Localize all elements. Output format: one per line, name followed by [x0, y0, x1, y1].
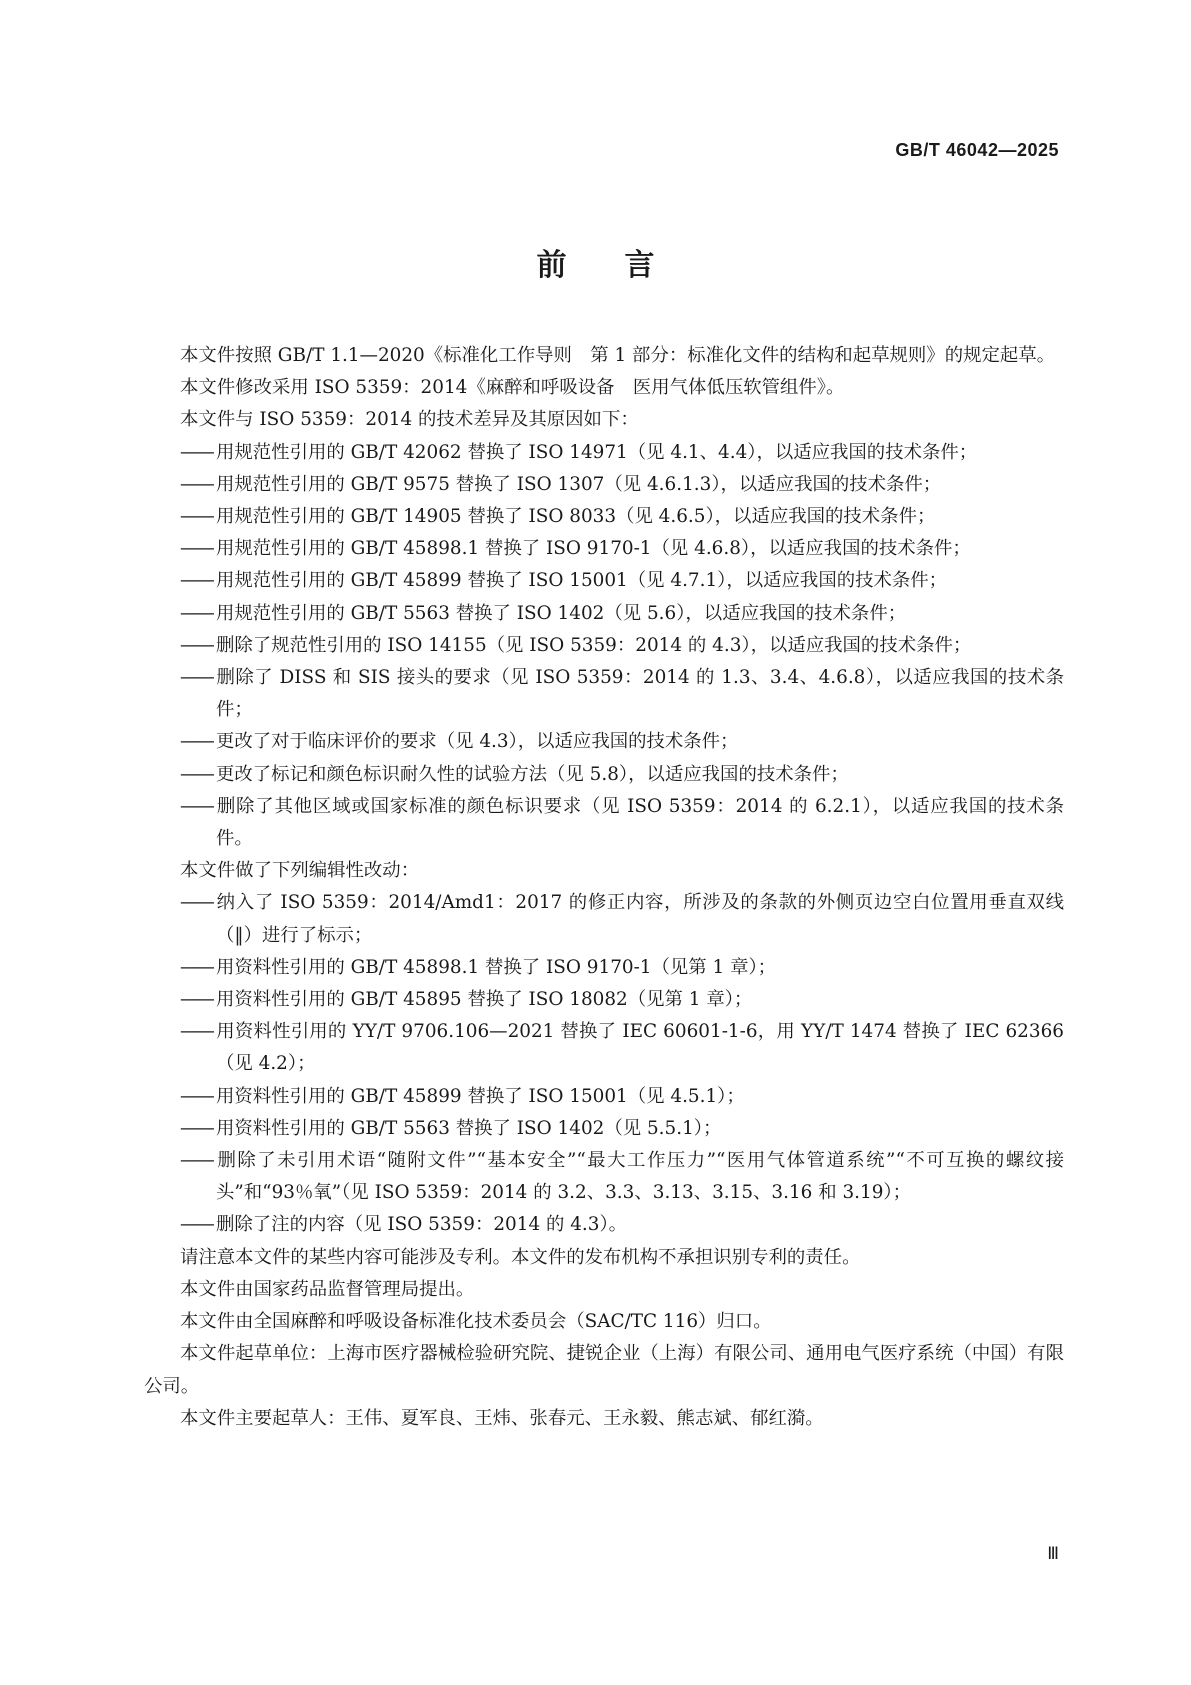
list-item	[144, 759, 1064, 791]
list-dash: ——	[180, 1214, 213, 1236]
list-item	[144, 791, 1064, 855]
list-item-text: 用规范性引用的 GB/T 45899 替换了 ISO 15001（见 4.7.1），以适应我国的技术条件；	[216, 570, 948, 592]
list-dash: ——	[180, 441, 213, 463]
paragraph: 本文件与 ISO 5359：2014 的技术差异及其原因如下：	[180, 409, 639, 431]
list-item	[144, 469, 1064, 501]
list-dash: ——	[180, 634, 213, 656]
list-item	[144, 952, 1064, 984]
list-item-text: 用规范性引用的 GB/T 42062 替换了 ISO 14971（见 4.1、4.4），以适应我国的技术条件；	[216, 441, 978, 463]
paragraph: 本文件由国家药品监督管理局提出。	[180, 1278, 475, 1300]
list-dash: ——	[180, 1085, 213, 1107]
list-item-text: 用资料性引用的 YY/T 9706.106—2021 替换了 IEC 60601-1-6，用 YY/T 1474 替换了 IEC 62366（见 4.2）；	[216, 1021, 1064, 1075]
list-item-text: 用规范性引用的 GB/T 9575 替换了 ISO 1307（见 4.6.1.3），以适应我国的技术条件；	[216, 473, 942, 495]
list-item-text: 更改了标记和颜色标识耐久性的试验方法（见 5.8），以适应我国的技术条件；	[216, 763, 849, 785]
paragraph: 本文件修改采用 ISO 5359：2014《麻醉和呼吸设备 医用气体低压软管组件》。	[180, 377, 845, 399]
list-item-text: 用资料性引用的 GB/T 45898.1 替换了 ISO 9170-1（见第 1 章）；	[216, 956, 777, 978]
list-dash: ——	[180, 795, 213, 817]
list-dash: ——	[180, 1021, 213, 1043]
list-item	[144, 887, 1064, 951]
list-item-text: 用资料性引用的 GB/T 45899 替换了 ISO 15001（见 4.5.1）；	[216, 1085, 745, 1107]
list-dash: ——	[180, 473, 213, 495]
paragraph: 本文件按照 GB/T 1.1—2020《标准化工作导则 第 1 部分：标准化文件的结构和起草规则》的规定起草。	[180, 345, 1056, 366]
list-dash: ——	[180, 538, 213, 560]
list-item-text: 用规范性引用的 GB/T 45898.1 替换了 ISO 9170-1（见 4.6.8），以适应我国的技术条件；	[216, 538, 971, 560]
list-item-text: 用资料性引用的 GB/T 45895 替换了 ISO 18082（见第 1 章）；	[216, 989, 753, 1011]
list-dash: ——	[180, 602, 213, 624]
list-item	[144, 598, 1064, 630]
list-dash: ——	[180, 956, 213, 978]
paragraph: 本文件主要起草人：王伟、夏军良、王炜、张春元、王永毅、熊志斌、郁红漪。	[180, 1407, 824, 1429]
list-item	[144, 662, 1064, 726]
list-dash: ——	[180, 731, 213, 753]
list-item-text: 用资料性引用的 GB/T 5563 替换了 ISO 1402（见 5.5.1）；	[216, 1117, 722, 1139]
list-item	[144, 1145, 1064, 1209]
page-number: Ⅲ	[1047, 1544, 1059, 1564]
list-item	[144, 533, 1064, 565]
list-item-text: 更改了对于临床评价的要求（见 4.3），以适应我国的技术条件；	[216, 731, 739, 753]
list-item	[144, 1016, 1064, 1080]
list-item-text: 删除了未引用术语“随附文件”“基本安全”“最大工作压力”“医用气体管道系统”“不可互换的螺纹接头”和“93％氧”（见 ISO 5359：2014 的 3.2、3.3、3.13、3.15、3.16 和 3.19）；	[216, 1150, 1064, 1204]
list-dash: ——	[180, 763, 213, 785]
page-title: 前言	[536, 248, 713, 283]
list-item	[144, 1113, 1064, 1145]
list-item	[144, 565, 1064, 597]
list-item-text: 删除了规范性引用的 ISO 14155（见 ISO 5359：2014 的 4.3），以适应我国的技术条件；	[216, 634, 972, 656]
list-dash: ——	[180, 892, 213, 914]
list-dash: ——	[180, 1150, 213, 1172]
list-item	[144, 1081, 1064, 1113]
paragraph: 本文件由全国麻醉和呼吸设备标准化技术委员会（SAC/TC 116）归口。	[180, 1311, 772, 1333]
paragraph: 本文件做了下列编辑性改动：	[180, 860, 420, 882]
list-dash: ——	[180, 667, 213, 689]
standard-code: GB/T 46042—2025	[895, 140, 1059, 160]
list-item-text: 用规范性引用的 GB/T 14905 替换了 ISO 8033（见 4.6.5），以适应我国的技术条件；	[216, 506, 936, 528]
list-item	[144, 630, 1064, 662]
paragraph: 请注意本文件的某些内容可能涉及专利。本文件的发布机构不承担识别专利的责任。	[180, 1246, 861, 1268]
list-dash: ——	[180, 570, 213, 592]
list-item	[144, 501, 1064, 533]
list-dash: ——	[180, 989, 213, 1011]
list-item	[144, 726, 1064, 758]
foreword-body	[144, 340, 1064, 1435]
list-item	[144, 984, 1064, 1016]
list-dash: ——	[180, 506, 213, 528]
list-item-text: 纳入了 ISO 5359：2014/Amd1：2017 的修正内容，所涉及的条款的外侧页边空白位置用垂直双线（‖）进行了标示；	[216, 892, 1064, 946]
list-item-text: 删除了 DISS 和 SIS 接头的要求（见 ISO 5359：2014 的 1.3、3.4、4.6.8），以适应我国的技术条件；	[216, 667, 1064, 721]
list-item-text: 删除了其他区域或国家标准的颜色标识要求（见 ISO 5359：2014 的 6.2.1），以适应我国的技术条件。	[216, 795, 1064, 850]
list-item	[144, 1209, 1064, 1241]
paragraph: 本文件起草单位：上海市医疗器械检验研究院、捷锐企业（上海）有限公司、通用电气医疗系统（中国）有限公司。	[144, 1343, 1064, 1397]
list-dash: ——	[180, 1117, 213, 1139]
list-item-text: 用规范性引用的 GB/T 5563 替换了 ISO 1402（见 5.6），以适应我国的技术条件；	[216, 602, 907, 624]
list-item	[144, 437, 1064, 469]
list-item-text: 删除了注的内容（见 ISO 5359：2014 的 4.3）。	[216, 1214, 628, 1236]
